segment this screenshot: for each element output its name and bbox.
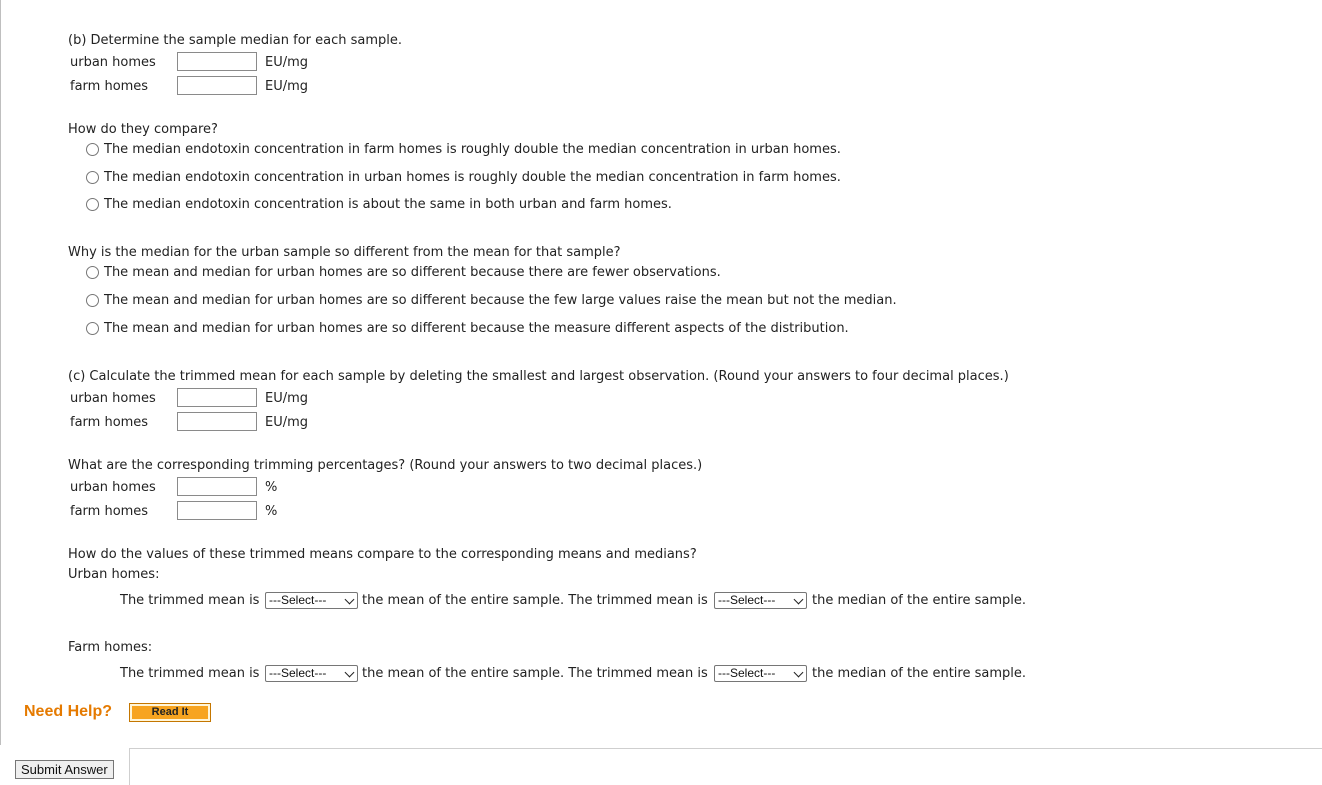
urban-trimmed-unit: EU/mg	[265, 391, 309, 406]
urban-sentence-tail: the median of the entire sample.	[812, 593, 1026, 608]
farm-sentence-tail: the median of the entire sample.	[812, 666, 1026, 681]
farm-vs-median-select-value: ---Select---	[718, 666, 776, 680]
farm-homes-heading: Farm homes:	[68, 640, 153, 655]
farm-vs-median-select[interactable]	[714, 665, 807, 682]
urban-sentence-lead: The trimmed mean is	[120, 593, 260, 608]
compare-question: How do they compare?	[68, 122, 218, 137]
urban-median-label: urban homes	[70, 55, 156, 70]
chevron-down-icon	[345, 668, 355, 678]
chevron-down-icon	[794, 668, 804, 678]
why-option-1-label[interactable]: The mean and median for urban homes are so different because there are fewer observations.	[104, 265, 721, 280]
submit-answer-button[interactable]: Submit Answer	[15, 760, 114, 779]
part-b-heading: (b) Determine the sample median for each sample.	[68, 33, 403, 48]
why-option-3-radio[interactable]	[86, 322, 99, 335]
farm-median-input[interactable]	[177, 76, 257, 95]
farm-percent-label: farm homes	[70, 504, 149, 519]
read-it-button[interactable]: Read It	[129, 703, 211, 722]
urban-sentence-mid: the mean of the entire sample. The trimmed mean is	[362, 593, 708, 608]
farm-percent-unit: %	[265, 504, 278, 519]
compare-option-3-radio[interactable]	[86, 198, 99, 211]
urban-percent-label: urban homes	[70, 480, 156, 495]
urban-percent-unit: %	[265, 480, 278, 495]
compare-option-1-radio[interactable]	[86, 143, 99, 156]
farm-percent-input[interactable]	[177, 501, 257, 520]
farm-trimmed-unit: EU/mg	[265, 415, 309, 430]
bottom-panel	[129, 748, 1322, 785]
compare-option-2-radio[interactable]	[86, 171, 99, 184]
compare-option-2-label[interactable]: The median endotoxin concentration in urban homes is roughly double the median concentration in farm homes.	[104, 170, 841, 185]
farm-sentence-mid: the mean of the entire sample. The trimmed mean is	[362, 666, 708, 681]
compare-option-1-label[interactable]: The median endotoxin concentration in farm homes is roughly double the median concentration in urban homes.	[104, 142, 841, 157]
compare-option-3-label[interactable]: The median endotoxin concentration is about the same in both urban and farm homes.	[104, 197, 672, 212]
urban-vs-median-select[interactable]	[714, 592, 807, 609]
why-option-3-label[interactable]: The mean and median for urban homes are so different because the measure different aspects of the distribution.	[104, 321, 849, 336]
farm-trimmed-label: farm homes	[70, 415, 149, 430]
urban-median-unit: EU/mg	[265, 55, 309, 70]
farm-vs-mean-select[interactable]	[265, 665, 358, 682]
urban-vs-mean-select-value: ---Select---	[269, 593, 327, 607]
part-c-heading: (c) Calculate the trimmed mean for each sample by deleting the smallest and largest observation. (Round your answers to four decimal places.)	[68, 369, 1009, 384]
need-help-label: Need Help?	[24, 703, 113, 720]
urban-trimmed-input[interactable]	[177, 388, 257, 407]
urban-vs-median-select-value: ---Select---	[718, 593, 776, 607]
chevron-down-icon	[345, 595, 355, 605]
urban-median-input[interactable]	[177, 52, 257, 71]
percentages-question: What are the corresponding trimming percentages? (Round your answers to two decimal places.)	[68, 458, 703, 473]
farm-median-unit: EU/mg	[265, 79, 309, 94]
chevron-down-icon	[794, 595, 804, 605]
trimmed-compare-question: How do the values of these trimmed means compare to the corresponding means and medians?	[68, 547, 697, 562]
urban-trimmed-label: urban homes	[70, 391, 156, 406]
why-option-1-radio[interactable]	[86, 266, 99, 279]
why-question: Why is the median for the urban sample so different from the mean for that sample?	[68, 245, 621, 260]
farm-vs-mean-select-value: ---Select---	[269, 666, 327, 680]
why-option-2-radio[interactable]	[86, 294, 99, 307]
farm-sentence-lead: The trimmed mean is	[120, 666, 260, 681]
urban-homes-heading: Urban homes:	[68, 567, 160, 582]
farm-trimmed-input[interactable]	[177, 412, 257, 431]
left-border	[0, 0, 1, 745]
urban-percent-input[interactable]	[177, 477, 257, 496]
why-option-2-label[interactable]: The mean and median for urban homes are so different because the few large values raise the mean but not the median.	[104, 293, 897, 308]
urban-vs-mean-select[interactable]	[265, 592, 358, 609]
farm-median-label: farm homes	[70, 79, 149, 94]
